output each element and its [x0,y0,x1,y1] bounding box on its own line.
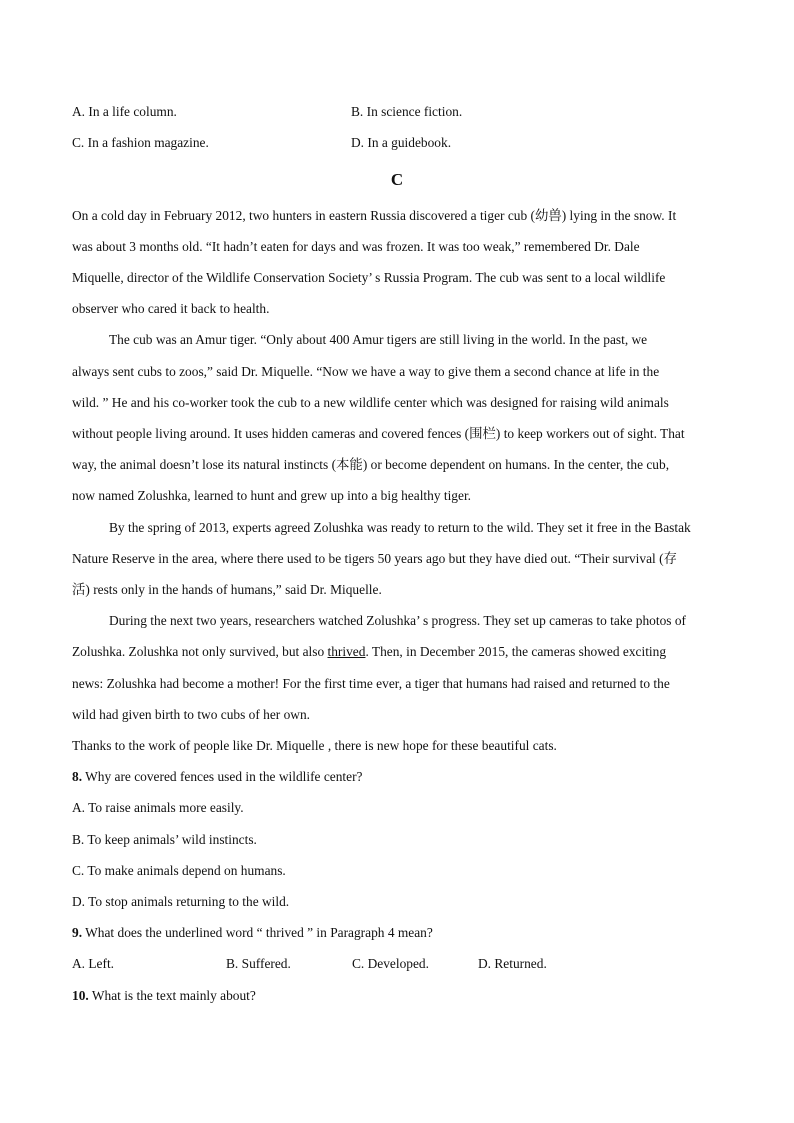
passage-line: was about 3 months old. “It hadn’t eaten for days and was frozen. It was too weak,” remembered Dr. Dale [72,239,640,254]
passage-line [72,643,666,661]
q8-option-c: C. To make animals depend on humans. [72,863,286,878]
underlined-word-thrived: thrived [327,644,366,659]
passage-line: way, the animal doesn’t lose its natural instincts (本能) or become dependent on humans. In the center, the cub, [72,457,670,472]
passage-line: wild had given birth to two cubs of her own. [72,707,311,722]
passage-line: By the spring of 2013, experts agreed Zolushka was ready to return to the wild. They set it free in the Bastak [109,520,691,535]
question-text: Why are covered fences used in the wildlife center? [82,769,363,784]
q8-option-d: D. To stop animals returning to the wild. [72,894,290,909]
prev-option-c: C. In a fashion magazine. [72,135,209,150]
passage-line: wild. ” He and his co-worker took the cub to a new wildlife center which was designed for raising wild animals [72,395,669,410]
q8-option-b: B. To keep animals’ wild instincts. [72,832,257,847]
passage-line: Nature Reserve in the area, where there used to be tigers 50 years ago but they have died out. “Their survival (存 [72,551,677,566]
passage-line: Miquelle, director of the Wildlife Conservation Society’ s Russia Program. The cub was sent to a local wildlife [72,270,666,285]
question-number: 9. [72,925,83,940]
prev-option-a: A. In a life column. [72,104,177,119]
question-number: 10. [72,988,89,1003]
passage-line: 活) rests only in the hands of humans,” said Dr. Miquelle. [72,582,382,597]
q9-option-d: D. Returned. [478,956,547,971]
passage-line: observer who cared it back to health. [72,301,270,316]
question-8 [72,768,363,786]
passage-text: Zolushka. Zolushka not only survived, but also [72,644,328,659]
passage-line: now named Zolushka, learned to hunt and grew up into a big healthy tiger. [72,488,472,503]
passage-text: . Then, in December 2015, the cameras showed exciting [365,644,667,659]
passage-line: news: Zolushka had become a mother! For the first time ever, a tiger that humans had raised and returned to the [72,676,670,691]
passage-line: without people living around. It uses hidden cameras and covered fences (围栏) to keep workers out of sight. That [72,426,685,441]
q9-option-c: C. Developed. [352,956,429,971]
passage-line: always sent cubs to zoos,” said Dr. Miquelle. “Now we have a way to give them a second chance at life in the [72,364,660,379]
passage-line: The cub was an Amur tiger. “Only about 400 Amur tigers are still living in the world. In the past, we [109,332,648,347]
question-number: 8. [72,769,83,784]
q9-option-b: B. Suffered. [226,956,291,971]
prev-option-b: B. In science fiction. [351,104,463,119]
passage-line: On a cold day in February 2012, two hunters in eastern Russia discovered a tiger cub (幼兽) lying in the snow. It [72,208,677,223]
q9-option-a: A. Left. [72,956,115,971]
passage-line: During the next two years, researchers watched Zolushka’ s progress. They set up cameras to take photos of [109,613,686,628]
q8-option-a: A. To raise animals more easily. [72,800,244,815]
question-text: What does the underlined word “ thrived ” in Paragraph 4 mean? [82,925,433,940]
question-9 [72,924,433,942]
question-text: What is the text mainly about? [88,988,256,1003]
prev-option-d: D. In a guidebook. [351,135,452,150]
question-10 [72,987,256,1005]
section-heading: C [390,170,404,189]
passage-line: Thanks to the work of people like Dr. Miquelle , there is new hope for these beautiful cats. [72,738,557,753]
